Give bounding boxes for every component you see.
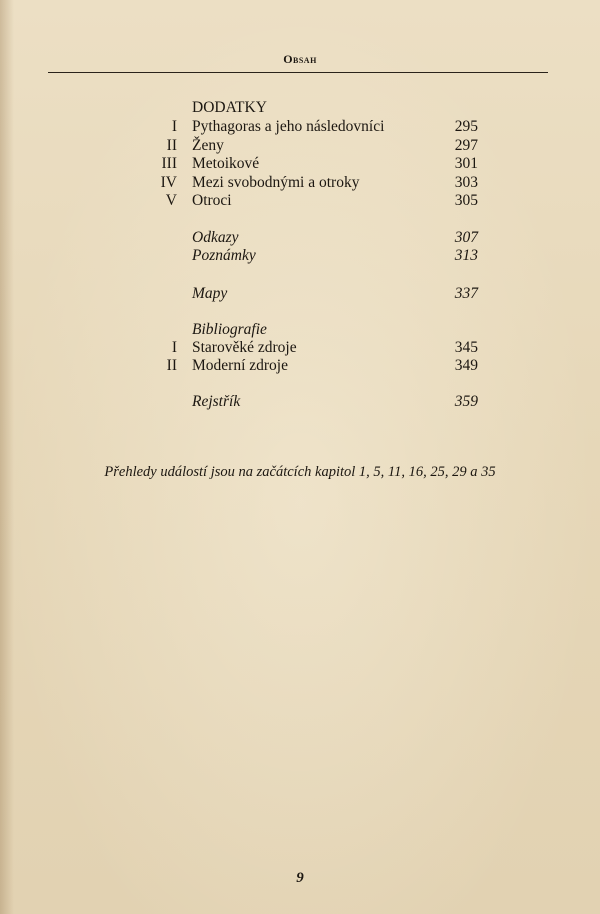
timeline-note: Přehledy událostí jsou na začátcích kapitol 1, 5, 11, 16, 25, 29 a 35 [104,464,496,480]
toc-title: Odkazy [192,229,239,246]
toc-entry [0,228,600,248]
toc-number: III [161,155,177,172]
toc-number: I [171,339,177,356]
toc-title: Starověké zdroje [192,339,297,356]
toc-section-heading [0,98,600,118]
toc-page-number: 305 [454,192,478,209]
toc-page-number: 297 [454,137,478,154]
toc-page-number: 349 [454,357,478,374]
toc-section-heading [0,320,600,340]
toc-page-number: 345 [454,339,478,356]
toc-title: Otroci [192,192,232,209]
toc-entry [0,136,600,156]
toc-entry [0,338,600,358]
toc-title: Moderní zdroje [192,357,288,374]
toc-page-number: 307 [454,229,478,246]
toc-title: Bibliografie [192,321,267,338]
toc-number: IV [160,174,177,191]
toc-title: Poznámky [192,247,256,264]
toc-entry [0,356,600,376]
toc-entry [0,392,600,412]
toc-entry [0,173,600,193]
toc-entry [0,117,600,137]
toc-entry [0,284,600,304]
toc-page-number: 337 [454,285,478,302]
toc-page-number: 301 [454,155,478,172]
toc-title: Ženy [192,137,224,154]
toc-number: I [171,118,177,135]
toc-title: Metoikové [192,155,260,172]
toc-number: II [166,137,177,154]
toc-entry [0,154,600,174]
toc-entry [0,246,600,266]
toc-entry [0,191,600,211]
toc-title: Mezi svobodnými a otroky [192,174,360,191]
page-number: 9 [296,870,304,886]
toc-number: V [165,192,177,209]
toc-page-number: 359 [454,393,478,410]
toc-page-number: 295 [454,118,478,135]
toc-title: Rejstřík [192,393,241,410]
toc-number: II [166,357,177,374]
toc-title: DODATKY [192,99,267,116]
running-head: Obsah [283,52,317,66]
toc-page-number: 303 [454,174,478,191]
toc-title: Mapy [192,285,228,302]
toc-title: Pythagoras a jeho následovníci [192,118,385,135]
toc-page-number: 313 [454,247,478,264]
